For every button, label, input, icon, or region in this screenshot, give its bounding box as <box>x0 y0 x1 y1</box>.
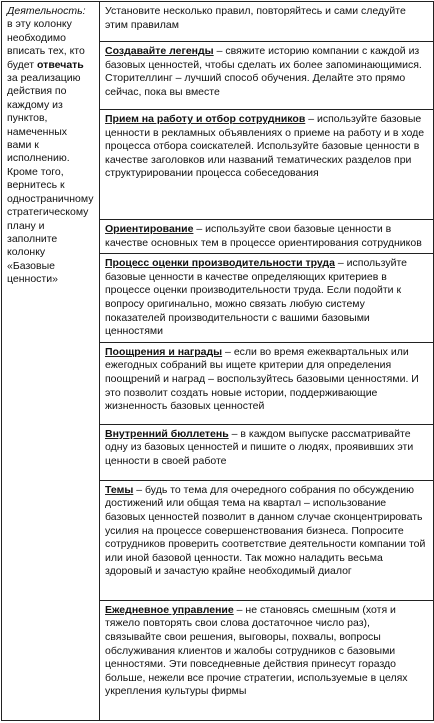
rule-text: используйте базовые ценности в качестве определяющих критериев в процессе оценки производительности труда. Если подойти к вопросу оригинально, можно связать любую систему показателей производительности с вашими базовыми ценностями <box>105 257 407 338</box>
rule-heading: Ориентирование <box>105 223 194 235</box>
rule-cell-0 <box>100 2 434 42</box>
rule-text: в каждом выпуске рассматривайте одну из базовых ценностей и пишите о людях, проявивших эти ценности в своей работе <box>105 427 414 467</box>
rule-separator: – <box>213 45 226 57</box>
rule-text: Установите несколько правил, повторяйтесь и сами следуйте этим правилам <box>105 5 406 31</box>
rule-cell-5 <box>100 342 434 424</box>
rule-separator: – <box>133 483 146 496</box>
core-values-table <box>1 1 434 721</box>
rule-text: не становясь смешным (хотя и тяжело повторять свои слова достаточное число раз), связывайте свои решения, выговоры, похвалы, вопросы обслуживания клиентов и жалобы сотрудников с базовыми ценностями. Эти повседневные действия принесут гораздо больше, нежели все прочие стратегии, используемые в целях укрепления культуры фирмы <box>105 603 408 698</box>
rule-text: используйте базовые ценности в рекламных объявлениях о приеме на работу и в ходе процесса отбора соискателей. Используйте базовые ценности в качестве заголовков или названий тематических разделов при структурировании процесса собеседования <box>105 113 425 180</box>
rule-heading: Поощрения и награды <box>105 345 223 358</box>
activity-label: Деятельность: <box>7 5 86 17</box>
rule-separator: – <box>193 223 206 235</box>
rule-heading: Внутренний бюллетень <box>105 427 229 440</box>
rule-text: используйте свои базовые ценности в качестве основных тем в процессе ориентирования сотрудников <box>105 223 422 249</box>
rule-separator: – <box>222 345 234 358</box>
activity-instructions-cell <box>2 2 100 721</box>
rule-heading: Процесс оценки производительности труда <box>105 257 335 270</box>
table-row <box>2 2 434 42</box>
rule-text: свяжите историю компании с каждой из базовых ценностей, чтобы сделать их более запоминающимися. Сторителлинг – лучший способ обучения. Делайте это прямо сейчас, пока вы вместе <box>105 45 422 98</box>
rule-cell-7 <box>100 480 434 600</box>
rule-heading: Ежедневное управление <box>105 603 234 616</box>
rule-separator: – <box>334 257 347 270</box>
rule-cell-8 <box>100 600 434 720</box>
rule-cell-1 <box>100 42 434 110</box>
rule-cell-3 <box>100 220 434 254</box>
activity-rest-text: за реализацию действия по каждому из пунктов, намеченных вами к исполнению. Кроме того, вернитесь к одностраничному стратегическому плану и заполните колонку «Базовые ценности» <box>7 72 94 286</box>
rule-separator: – <box>233 603 246 616</box>
rule-heading: Темы <box>105 483 134 496</box>
rule-text: если во время ежеквартальных или ежегодных собраний вы ищете критерии для определения поощрений и наград – воспользуйтесь базовыми ценностями. И это позволит создать новые истории, поддерживающие жизненность базовых ценностей <box>105 345 419 413</box>
activity-emphasis-text: отвечать <box>37 58 84 71</box>
activity-intro-text: в эту колонку необходимо вписать тех, кто будет <box>7 18 85 71</box>
rule-cell-2 <box>100 110 434 220</box>
rule-separator: – <box>228 427 241 440</box>
rule-separator: – <box>305 113 317 125</box>
rule-heading: Прием на работу и отбор сотрудников <box>105 113 306 125</box>
rule-heading: Создавайте легенды <box>105 45 214 57</box>
rule-text: будь то тема для очередного собрания по обсуждению достижений или общая тема на квартал – использование базовых ценностей позволит в данном случае сконцентрировать усилия на процессе совершенствования бизнеса. Попросите сотрудников проверить соответствие деятельности компании той или иной базовой ценности. Так можно наладить весьма здоровый и зачастую крайне необходимый диалог <box>105 483 426 578</box>
rule-cell-6 <box>100 424 434 480</box>
rule-cell-4 <box>100 254 434 343</box>
